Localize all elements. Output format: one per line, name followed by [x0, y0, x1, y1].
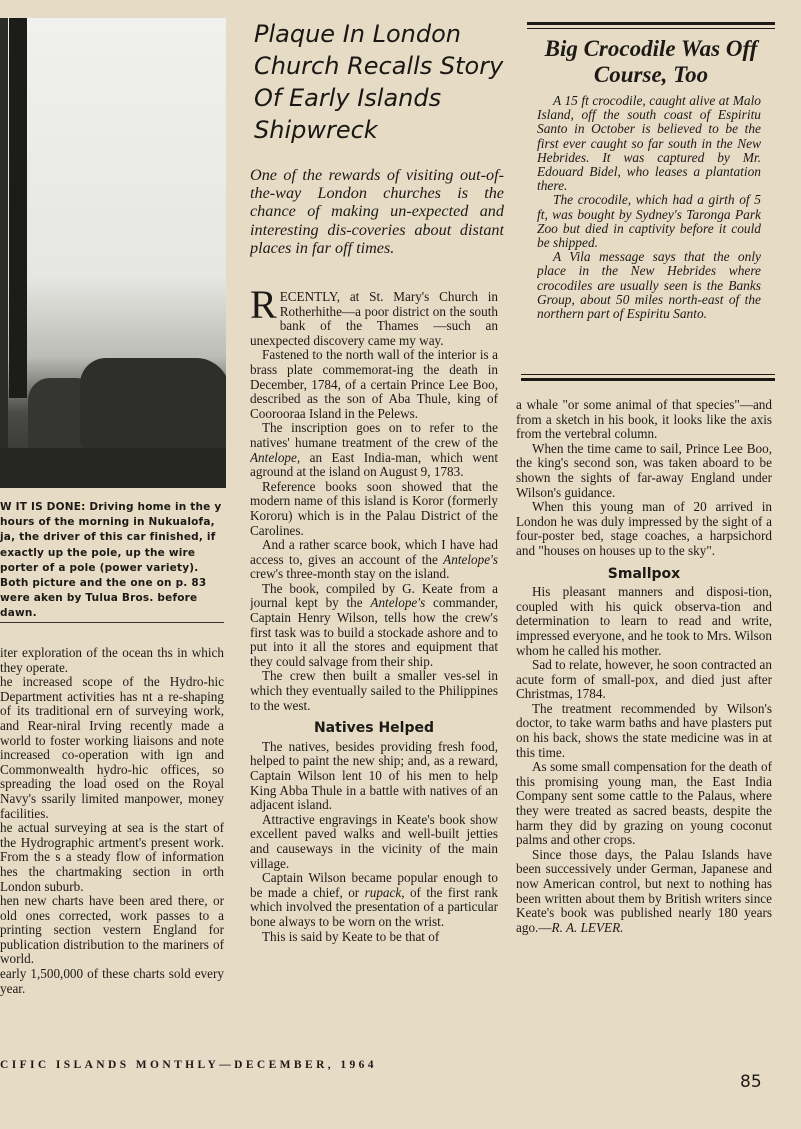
left-para-3: he actual surveying at sea is the start of the Hydrographic artment's present work. From the s a steady flow of information hes the chartmaking section in orth London suburb.	[0, 820, 224, 894]
article-para-9: Attractive engravings in Keate's book show excellent paved walks and well-built jetties and causeways in the vicinity of the main village.	[250, 811, 498, 871]
article-cont-para-8-text: Since those days, the Palau Islands have been successively under German, Japanese and now American control, but next to nothing has been written about them by British writers since Keate's book was published nearly 180 years ago.—	[516, 846, 772, 935]
article-cont-para-3: When this young man of 20 arrived in London he was duly impressed by the sight of a four-poster bed, stage coaches, a harpsichord and "houses on houses up to the sky".	[516, 499, 772, 558]
middle-column	[250, 290, 498, 944]
power-pole	[9, 18, 27, 398]
caption-lead: W IT IS DONE:	[0, 501, 86, 513]
ship-name: Antelope's	[443, 551, 498, 567]
running-footer: CIFIC ISLANDS MONTHLY—DECEMBER, 1964	[0, 1059, 377, 1071]
drop-cap: R	[250, 290, 277, 327]
article-headline: Plaque In London Church Recalls Story Of Early Islands Shipwreck	[254, 20, 504, 144]
article-cont-para-6: The treatment recommended by Wilson's doctor, to take warm baths and have plasters put on his back, shows the state medicine was in at this time.	[516, 700, 772, 760]
article-cont-para-1: a whale "or some animal of that species"—and from a sketch in his book, it looks like the axis from the vertebral column.	[516, 398, 772, 442]
left-para-1: iter exploration of the ocean ths in which they operate.	[0, 646, 224, 675]
croc-para-2: The crocodile, which had a girth of 5 ft, was bought by Sydney's Taronga Park Zoo but died in captivity before it could be shipped.	[537, 192, 761, 251]
caption-rule	[0, 622, 224, 623]
article-para-10-b: , of the first rank which involved the presentation of a particular bone always to be worn on the wrist.	[250, 884, 498, 929]
left-para-2: he increased scope of the Hydro-hic Department activities has nt a re-shaping of its traditional ern of surveying work, and Rear-niral Irving recently made a world to foster working liaisons and note increased co-operation with ign and Commonwealth hydro-hic offices, so spreading the load osed on the Royal Navy's ssarily limited manpower, money facilities.	[0, 674, 224, 821]
croc-para-3: A Vila message says that the only place in the New Hebrides where crocodiles are usually seen is the Banks Group, about 50 miles north-east of the northern part of Espiritu Santo.	[537, 249, 761, 322]
left-para-4: hen new charts have been ared there, or old ones corrected, work passes to a printing section vestern England for publication distribution to the mariners of world.	[0, 893, 224, 967]
ship-name: Antelope	[250, 449, 297, 465]
article-para-1-text: ECENTLY, at St. Mary's Church in Rotherhithe—a poor district on the south bank of the Thames —such an unexpected discovery came my way.	[250, 290, 498, 348]
article-cont-para-8	[516, 848, 772, 936]
article-para-8: The natives, besides providing fresh food, helped to paint the new ship; and, as a reward, Captain Wilson lent 10 of his men to help King Abba Thule in a battle with natives of an adjacent island.	[250, 738, 498, 813]
left-para-5: early 1,500,000 of these charts sold every year.	[0, 966, 224, 996]
right-column	[516, 398, 772, 935]
article-para-6-a: The book, compiled by G. Keate from a journal kept by the	[250, 580, 498, 611]
article-para-3	[250, 421, 498, 479]
caption-text: Driving home in the y hours of the morning in Nukualofa, ja, the driver of this car finished, if exactly up the pole, up the wire porter of a pole (power variety). Both picture and the one on p. 83 were aken by Tulua Bros. before dawn.	[0, 501, 222, 620]
article-cont-para-7: As some small compensation for the death of this promising young man, the East India Company sent some cattle to the Palaus, where they were treated as sacred beasts, despite the harm they did by grazing on young coconut palms and other crops.	[516, 759, 772, 848]
croc-body	[537, 94, 761, 321]
ship-name: Antelope's	[370, 595, 426, 611]
byline: R. A. LEVER.	[551, 919, 624, 935]
article-para-3-b: , an East India-man, which went aground at the island on August 9, 1783.	[250, 449, 498, 480]
article-para-5-a: And a rather scarce book, which I have had access to, gives an account of the	[250, 537, 498, 567]
rupack-word: rupack	[364, 884, 402, 900]
article-para-2: Fastened to the north wall of the interior is a brass plate commemorat-ing the death in December, 1784, of a certain Prince Lee Boo, described as the son of Aba Thule, king of Coorooraa Island in the Pelews.	[250, 347, 498, 421]
left-column	[0, 646, 224, 996]
article-para-10	[250, 871, 498, 929]
photo-car-on-pole	[0, 18, 226, 488]
article-para-1	[250, 290, 498, 348]
croc-headline: Big Crocodile Was Off Course, Too	[544, 36, 758, 87]
page-number: 85	[740, 1072, 762, 1092]
subhead-smallpox: Smallpox	[607, 565, 681, 582]
article-para-10-a: Captain Wilson became popular enough to be made a chief, or	[250, 870, 498, 900]
article-para-7: The crew then built a smaller ves-sel in which they eventually sailed to the Philippines to the west.	[250, 668, 498, 713]
article-para-6	[250, 582, 498, 670]
article-para-5	[250, 538, 498, 582]
croc-box-bottom-rule	[521, 374, 775, 381]
article-para-11: This is said by Keate to be that of	[262, 928, 440, 944]
article-cont-para-4: His pleasant manners and disposi-tion, coupled with his quick observa-tion and determination to learn to read and write, impressed everyone, and he took to Mrs. Wilson whom he called his mother.	[516, 584, 772, 658]
subhead-natives-helped: Natives Helped	[313, 720, 435, 737]
article-cont-para-2: When the time came to sail, Prince Lee Boo, the king's second son, was taken aboard to be shown the sights of far-away England under Wilson's guidance.	[516, 440, 772, 500]
article-para-6-b: commander, Captain Henry Wilson, tells how the crew's first task was to build a stockade ashore and to put into it all the stores and equipment that they could salvage from their ship.	[250, 595, 498, 669]
pole-shadow	[0, 18, 8, 488]
article-cont-para-5: Sad to relate, however, he soon contracted an acute form of small-pox, and died just after Christmas, 1784.	[516, 657, 772, 702]
article-para-3-a: The inscription goes on to refer to the natives' humane treatment of the crew of the	[250, 420, 498, 450]
photo-caption	[0, 500, 226, 622]
article-para-4: Reference books soon showed that the modern name of this island is Koror (formerly Kororu) which is in the Palau District of the Carolines.	[250, 478, 498, 538]
croc-box-top-rule	[527, 22, 775, 29]
article-para-5-b: crew's three-month stay on the island.	[250, 566, 450, 582]
croc-para-1: A 15 ft crocodile, caught alive at Malo Island, off the south coast of Espiritu Santo in October is believed to be the first ever caught so far south in the New Hebrides. It was captured by Mr. Edouard Bidel, who leases a plantation there.	[537, 94, 761, 194]
article-standfirst: One of the rewards of visiting out-of-the-way London churches is the chance of making un-expected and interesting dis-coveries about distant places in far off times.	[250, 166, 504, 257]
car-silhouette	[80, 358, 226, 448]
ground	[0, 448, 226, 488]
